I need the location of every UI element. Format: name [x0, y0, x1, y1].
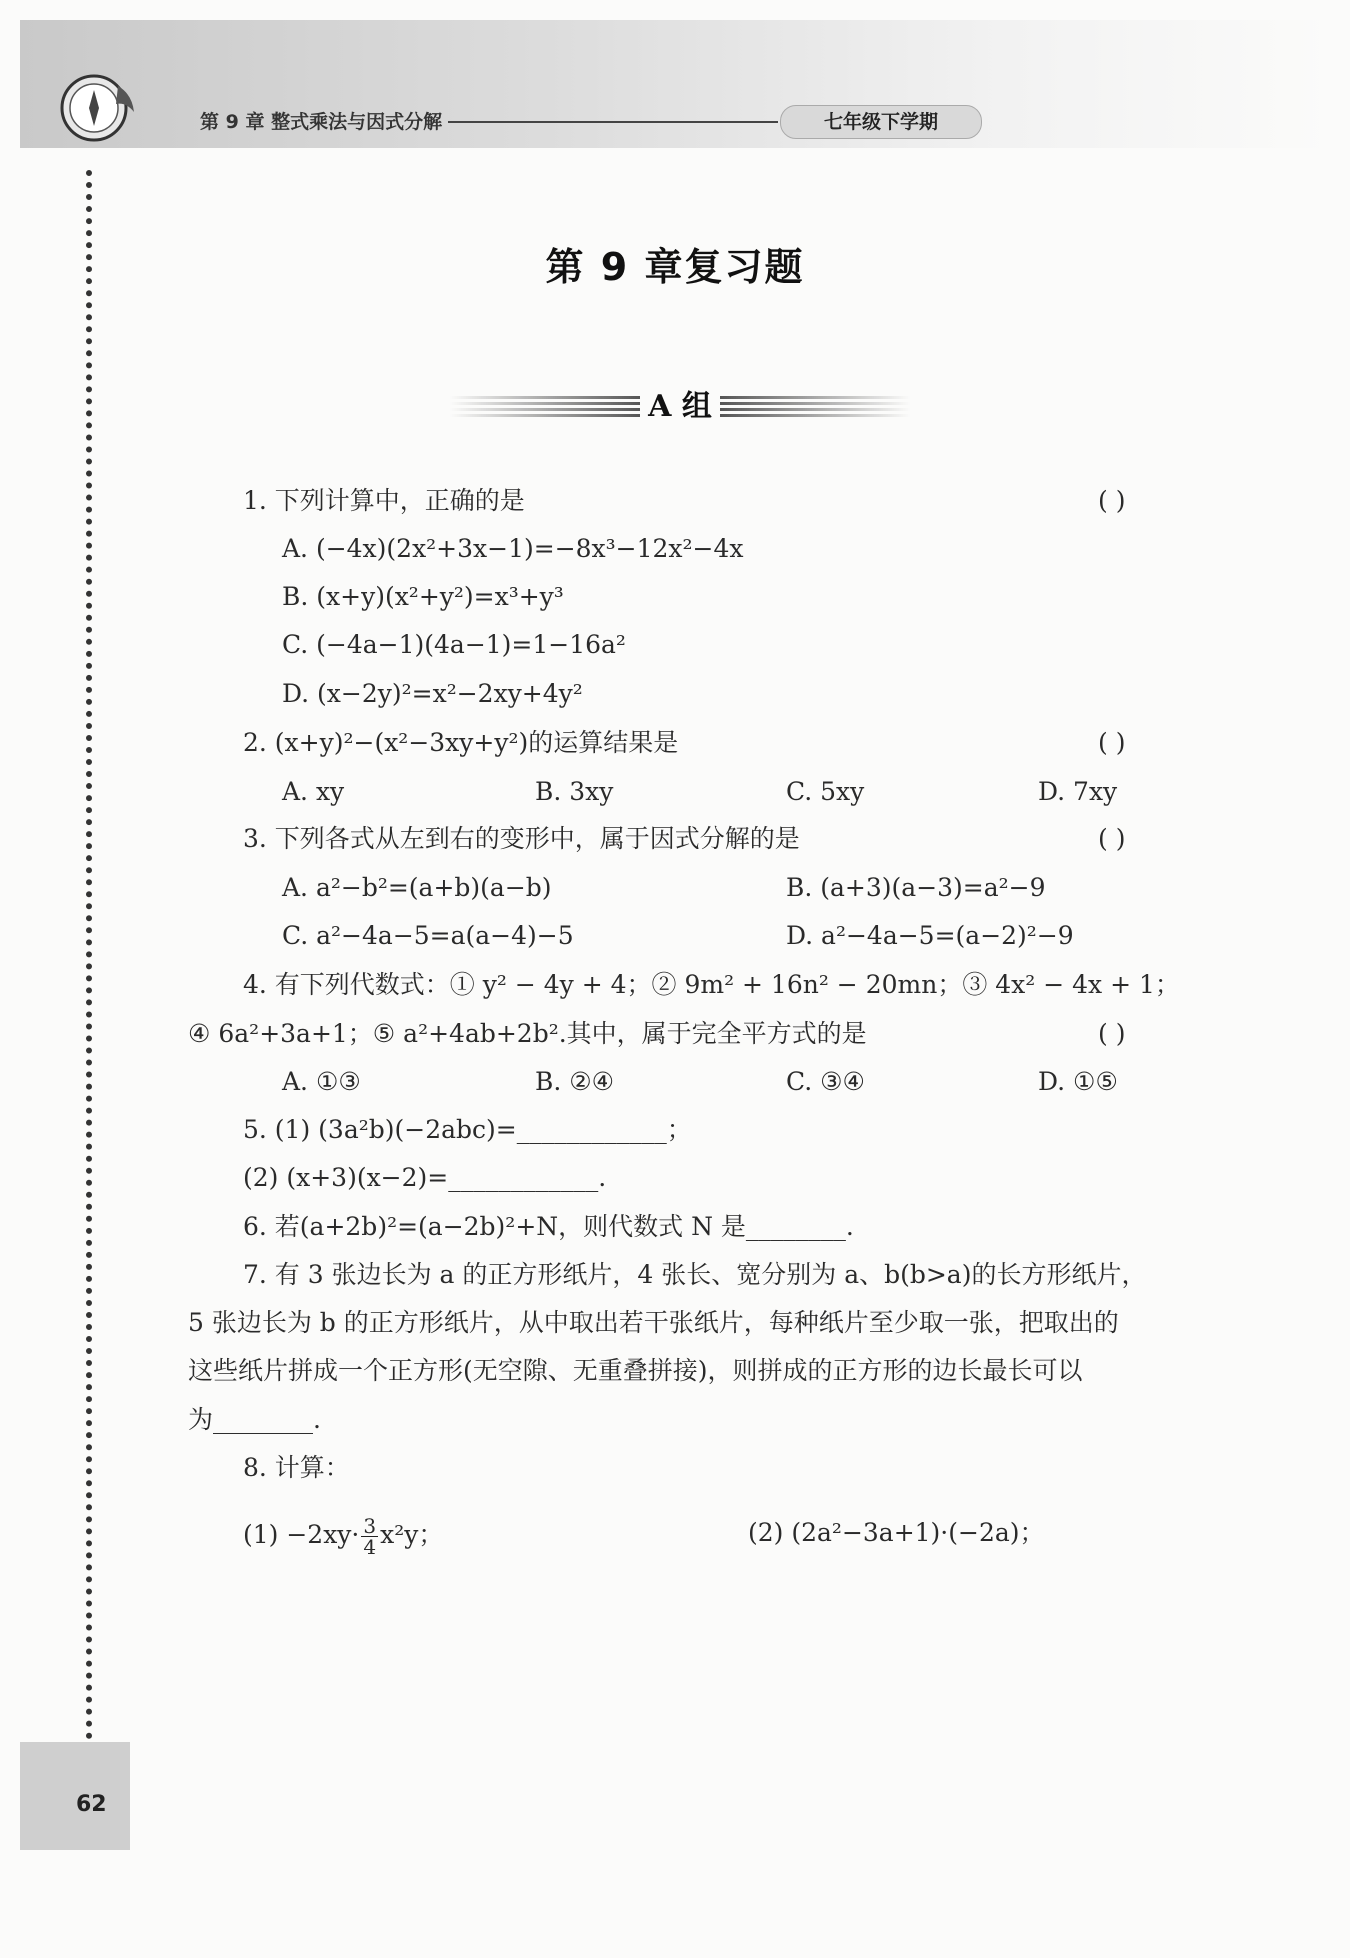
question-1: 1. 下列计算中，正确的是 [243, 486, 525, 515]
q1-option-c: C. (−4a−1)(4a−1)=1−16a² [282, 630, 626, 659]
fraction-denominator: 4 [363, 1535, 377, 1559]
question-6: 6. 若(a+2b)²=(a−2b)²+N，则代数式 N 是________. [243, 1212, 854, 1241]
q2-option-a: A. xy [282, 777, 345, 806]
question-4-line-2: ④ 6a²+3a+1；⑤ a²+4ab+2b².其中，属于完全平方式的是 [188, 1019, 867, 1048]
dotted-margin-line [86, 170, 92, 1740]
q3-option-b: B. (a+3)(a−3)=a²−9 [786, 873, 1046, 902]
page-title: 第 9 章复习题 [545, 245, 805, 289]
heading-bars-right [720, 396, 910, 418]
question-3: 3. 下列各式从左到右的变形中，属于因式分解的是 [243, 824, 800, 853]
q1-option-a: A. (−4x)(2x²+3x−1)=−8x³−12x²−4x [282, 534, 744, 563]
q4-option-d: D. ①⑤ [1038, 1067, 1118, 1096]
question-4-line-1: 4. 有下列代数式：① y² − 4y + 4；② 9m² + 16n² − 20mn；③ 4x² − 4x + 1； [243, 970, 1180, 999]
section-heading [450, 386, 910, 428]
q4-option-a: A. ①③ [282, 1067, 361, 1096]
q2-option-b: B. 3xy [535, 777, 614, 806]
heading-bars-left [450, 396, 640, 418]
answer-paren-2: ( ) [1098, 728, 1126, 757]
answer-paren-1: ( ) [1098, 486, 1126, 515]
q8-1-suffix: x²y； [380, 1520, 444, 1549]
q4-option-b: B. ②④ [535, 1067, 615, 1096]
question-5-part-2: (2) (x+3)(x−2)=____________. [243, 1163, 607, 1192]
fraction [361, 1516, 378, 1557]
question-7-line-2: 5 张边长为 b 的正方形纸片，从中取出若干张纸片，每种纸片至少取一张，把取出的 [188, 1308, 1119, 1337]
group-label: A 组 [648, 389, 712, 424]
fraction-numerator: 3 [363, 1514, 377, 1538]
header-chapter-label: 第 9 章 整式乘法与因式分解 [200, 111, 443, 133]
question-7-line-4: 为________. [188, 1405, 321, 1434]
question-8-part-1 [243, 1516, 443, 1557]
question-8: 8. 计算： [243, 1453, 350, 1482]
compass-clock-icon [58, 68, 136, 146]
q2-option-d: D. 7xy [1038, 777, 1118, 806]
question-7-line-3: 这些纸片拼成一个正方形(无空隙、无重叠拼接)，则拼成的正方形的边长最长可以 [188, 1356, 1083, 1385]
q1-option-d: D. (x−2y)²=x²−2xy+4y² [282, 679, 583, 708]
question-5-part-1: 5. (1) (3a²b)(−2abc)=____________； [243, 1115, 692, 1144]
answer-paren-3: ( ) [1098, 824, 1126, 853]
page-number: 62 [76, 1792, 107, 1817]
q3-option-d: D. a²−4a−5=(a−2)²−9 [786, 921, 1074, 950]
header-rule [448, 121, 778, 123]
header-grade-badge: 七年级下学期 [780, 105, 982, 139]
q2-option-c: C. 5xy [786, 777, 865, 806]
q8-1-prefix: (1) −2xy· [243, 1520, 360, 1549]
question-7-line-1: 7. 有 3 张边长为 a 的正方形纸片，4 张长、宽分别为 a、b(b>a)的长方形纸片， [243, 1260, 1147, 1289]
q4-option-c: C. ③④ [786, 1067, 865, 1096]
q3-option-a: A. a²−b²=(a+b)(a−b) [282, 873, 552, 902]
answer-paren-4: ( ) [1098, 1019, 1126, 1048]
question-2: 2. (x+y)²−(x²−3xy+y²)的运算结果是 [243, 728, 679, 757]
page-number-box [20, 1742, 130, 1850]
q3-option-c: C. a²−4a−5=a(a−4)−5 [282, 921, 574, 950]
question-8-part-2: (2) (2a²−3a+1)·(−2a)； [748, 1518, 1045, 1547]
q1-option-b: B. (x+y)(x²+y²)=x³+y³ [282, 582, 564, 611]
